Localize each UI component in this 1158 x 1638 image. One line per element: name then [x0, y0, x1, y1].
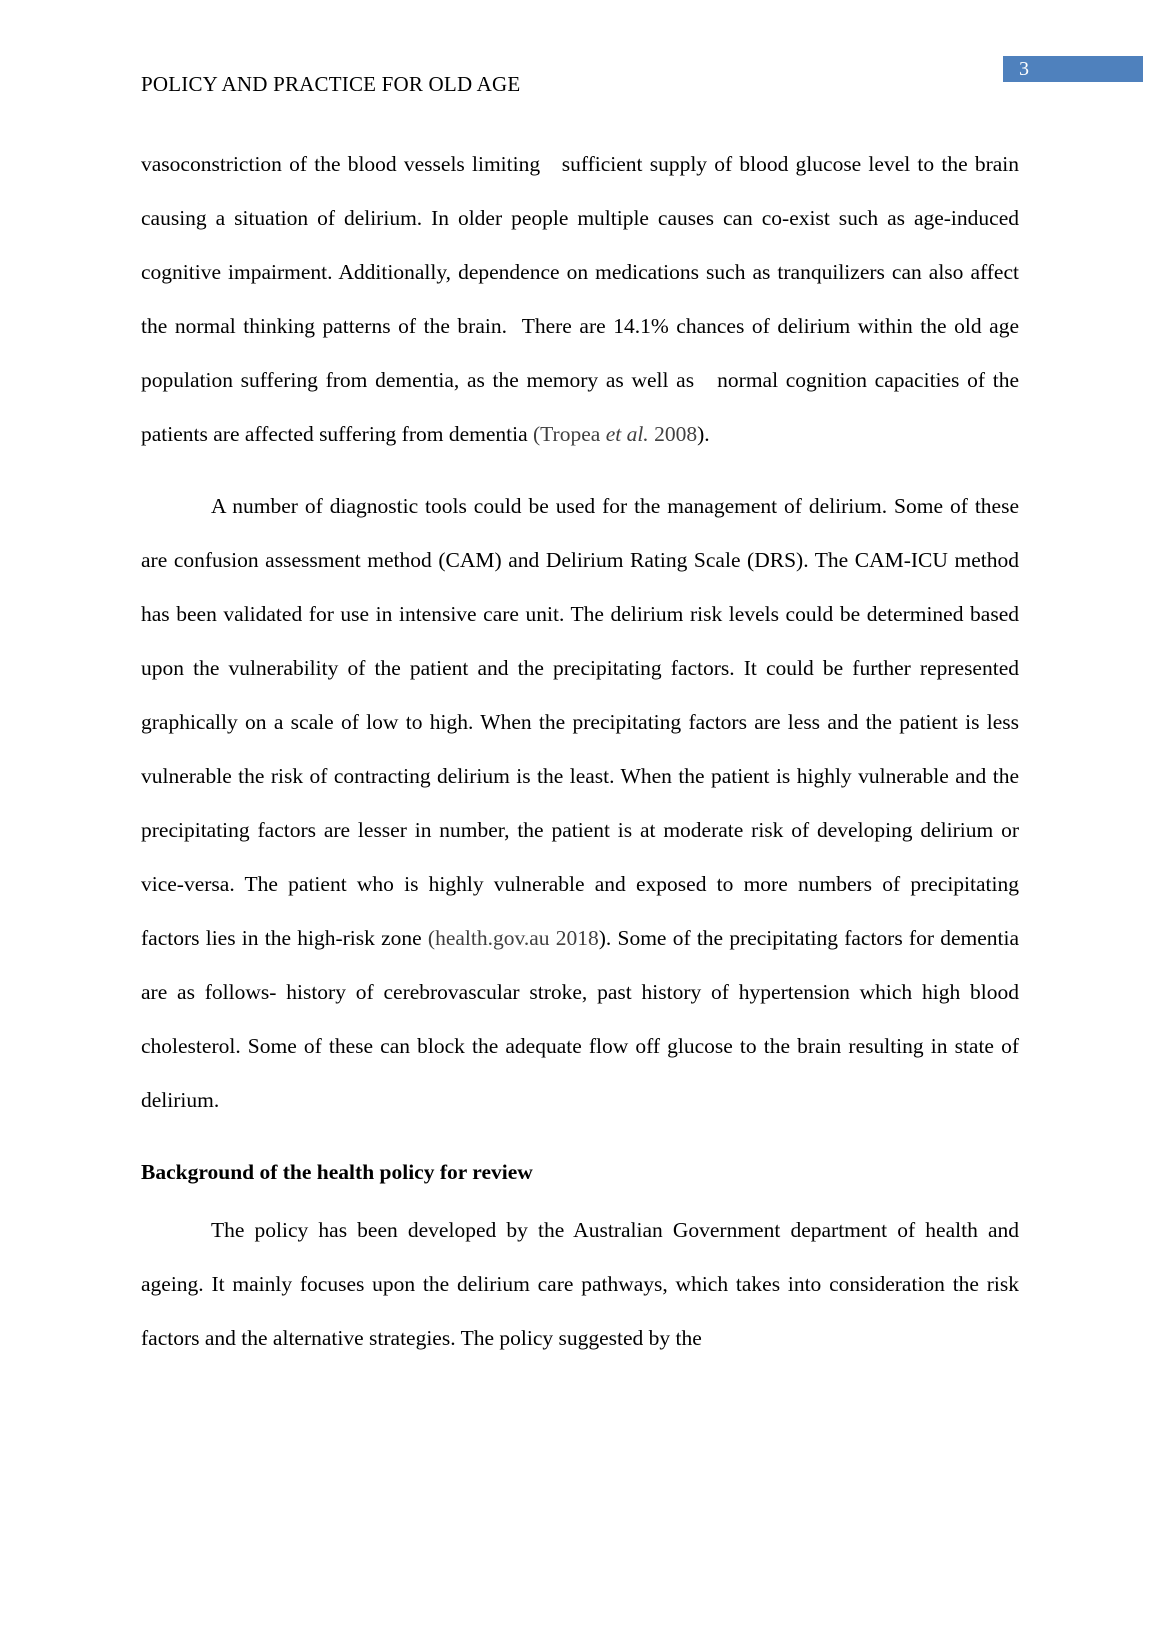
- paragraph-2-text-after: ). Some of the precipitating factors for dementia are as follows- history of cerebrovascular stroke, past history of hypertension which high blood cholesterol. Some of these can block the adequate flow off glucose to the brain resulting in state of delirium.: [141, 926, 1020, 1112]
- citation-tropea: [533, 422, 697, 446]
- paragraph-1-text: vasoconstriction of the blood vessels limiting sufficient supply of blood glucose level to the brain causing a situation of delirium. In older people multiple causes can co-exist such as age-induced cognitive impairment. Additionally, dependence on medications such as tranquilizers can also affect the normal thinking patterns of the brain. There are 14.1% chances of delirium within the old age population suffering from dementia, as the memory as well as normal cognition capacities of the patients are affected suffering from dementia: [141, 152, 1019, 446]
- citation-health-gov: (health.gov.au 2018: [427, 926, 599, 950]
- citation-tropea-year: 2008: [648, 422, 698, 446]
- page-number-text: 3: [1019, 58, 1029, 80]
- document-body: [141, 137, 1019, 1365]
- paragraph-2-text: A number of diagnostic tools could be used for the management of delirium. Some of these are confusion assessment method (CAM) and Delirium Rating Scale (DRS). The CAM-ICU method has been validated for use in intensive care unit. The delirium risk levels could be determined based upon the vulnerability of the patient and the precipitating factors. It could be further represented graphically on a scale of low to high. When the precipitating factors are less and the patient is less vulnerable the risk of contracting delirium is the least. When the patient is highly vulnerable and the precipitating factors are lesser in number, the patient is at moderate risk of developing delirium or vice-versa. The patient who is highly vulnerable and exposed to more numbers of precipitating factors lies in the high-risk zone: [141, 494, 1019, 950]
- running-head: POLICY AND PRACTICE FOR OLD AGE: [141, 72, 521, 96]
- paragraph-3: [141, 1203, 1019, 1365]
- section-heading: Background of the health policy for review: [141, 1160, 533, 1184]
- page-number: [1003, 56, 1143, 82]
- paragraph-2: [141, 479, 1019, 1127]
- citation-tropea-etal: et al.: [605, 422, 649, 446]
- citation-tropea-open: (Tropea: [533, 422, 606, 446]
- paragraph-1: [141, 137, 1019, 461]
- paragraph-1-end: ).: [697, 422, 710, 446]
- paragraph-3-text: The policy has been developed by the Australian Government department of health and ageing. It mainly focuses upon the delirium care pathways, which takes into consideration the risk factors and the alternative strategies. The policy suggested by the: [141, 1218, 1019, 1350]
